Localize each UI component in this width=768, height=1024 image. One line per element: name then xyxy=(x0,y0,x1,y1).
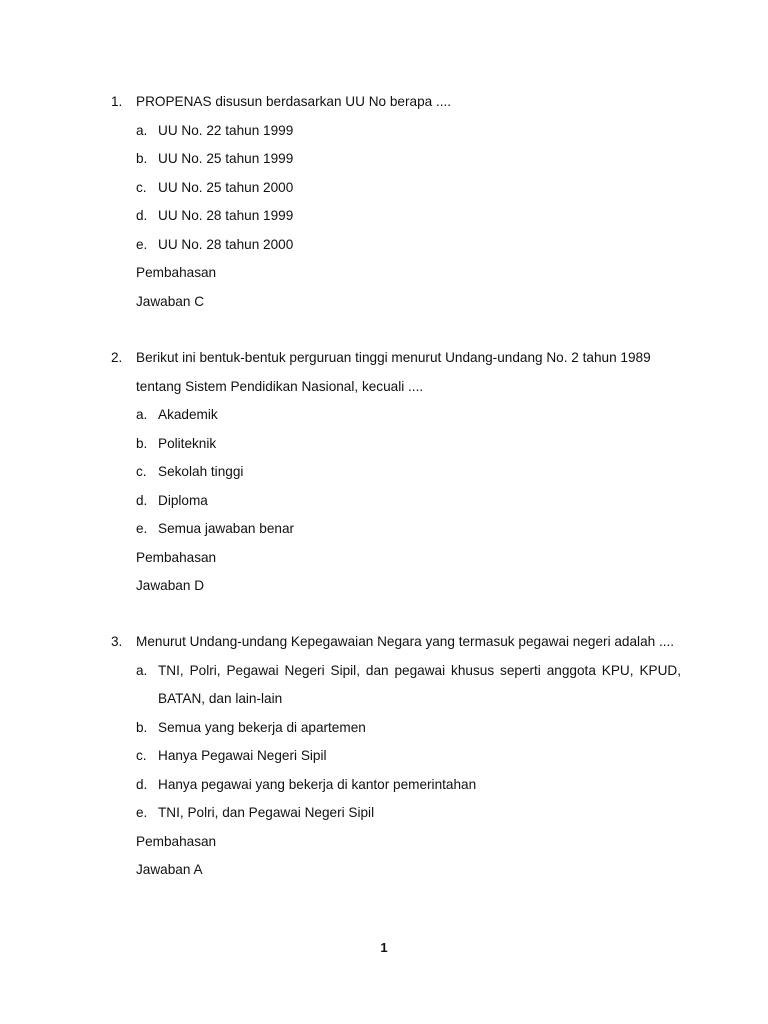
option-b xyxy=(111,145,681,174)
option-letter: a. xyxy=(136,407,148,422)
option-letter: d. xyxy=(136,208,148,223)
option-letter: d. xyxy=(136,776,148,792)
option-text: UU No. 28 tahun 2000 xyxy=(158,236,294,252)
option-letter: e. xyxy=(136,236,148,252)
pembahasan-text: Pembahasan xyxy=(136,833,217,849)
pembahasan-label xyxy=(111,828,681,857)
question-number: 2. xyxy=(111,350,123,365)
option-d xyxy=(111,487,681,516)
option-letter: d. xyxy=(136,492,148,508)
answer-text: Jawaban A xyxy=(136,862,203,877)
option-a xyxy=(111,401,681,430)
question-stem xyxy=(111,344,681,373)
option-b xyxy=(111,714,681,743)
answer-text: Jawaban C xyxy=(136,293,205,309)
option-text: Hanya pegawai yang bekerja di kantor pemerintahan xyxy=(158,776,477,792)
pembahasan-text: Pembahasan xyxy=(136,549,217,565)
answer-line xyxy=(111,856,681,885)
question-stem xyxy=(111,628,681,657)
question-stem xyxy=(111,88,681,117)
option-d xyxy=(111,202,681,231)
question-2 xyxy=(111,344,681,601)
page-number: 1 xyxy=(380,940,388,955)
question-text: tentang Sistem Pendidikan Nasional, kecuali .... xyxy=(136,378,424,394)
pembahasan-label xyxy=(111,259,681,288)
answer-line xyxy=(111,572,681,601)
option-text: Hanya Pegawai Negeri Sipil xyxy=(158,748,327,763)
question-text: Menurut Undang-undang Kepegawaian Negara yang termasuk pegawai negeri adalah .... xyxy=(136,634,675,649)
option-a xyxy=(111,657,681,686)
question-number: 1. xyxy=(111,94,123,109)
option-text: UU No. 25 tahun 2000 xyxy=(158,179,294,195)
option-letter: c. xyxy=(136,179,147,195)
option-a xyxy=(111,117,681,146)
option-text: Politeknik xyxy=(158,435,217,451)
option-e xyxy=(111,515,681,544)
question-1 xyxy=(111,88,681,316)
option-letter: b. xyxy=(136,151,148,166)
option-letter: a. xyxy=(136,662,148,678)
option-text: Akademik xyxy=(158,407,218,422)
option-e xyxy=(111,799,681,828)
option-text: Diploma xyxy=(158,492,208,508)
option-d xyxy=(111,771,681,800)
question-number: 3. xyxy=(111,634,123,649)
answer-text: Jawaban D xyxy=(136,578,205,593)
option-text: Semua jawaban benar xyxy=(158,521,295,536)
option-text: TNI, Polri, dan Pegawai Negeri Sipil xyxy=(158,805,375,820)
option-c xyxy=(111,174,681,203)
option-b xyxy=(111,430,681,459)
option-letter: a. xyxy=(136,122,148,138)
option-text: UU No. 28 tahun 1999 xyxy=(158,208,294,223)
question-stem-continued xyxy=(111,373,681,402)
option-text: UU No. 22 tahun 1999 xyxy=(158,122,294,138)
option-c xyxy=(111,458,681,487)
option-text: Sekolah tinggi xyxy=(158,464,244,479)
answer-line xyxy=(111,288,681,317)
question-text: Berikut ini bentuk-bentuk perguruan tinggi menurut Undang-undang No. 2 tahun 1989 xyxy=(136,350,651,365)
option-letter: c. xyxy=(136,464,147,479)
option-e xyxy=(111,231,681,260)
option-c xyxy=(111,742,681,771)
pembahasan-text: Pembahasan xyxy=(136,265,217,280)
option-letter: b. xyxy=(136,435,148,451)
option-letter: c. xyxy=(136,748,147,763)
question-3 xyxy=(111,628,681,885)
option-letter: e. xyxy=(136,521,148,536)
option-a-continued xyxy=(111,685,681,714)
option-text: UU No. 25 tahun 1999 xyxy=(158,151,294,166)
question-text: PROPENAS disusun berdasarkan UU No berapa .... xyxy=(136,94,452,109)
option-text: TNI, Polri, Pegawai Negeri Sipil, dan pegawai khusus seperti anggota KPU, KPUD, xyxy=(158,662,681,678)
option-text: Semua yang bekerja di apartemen xyxy=(158,719,366,735)
option-letter: b. xyxy=(136,719,148,735)
option-text: BATAN, dan lain-lain xyxy=(158,691,283,706)
option-letter: e. xyxy=(136,805,148,820)
pembahasan-label xyxy=(111,544,681,573)
